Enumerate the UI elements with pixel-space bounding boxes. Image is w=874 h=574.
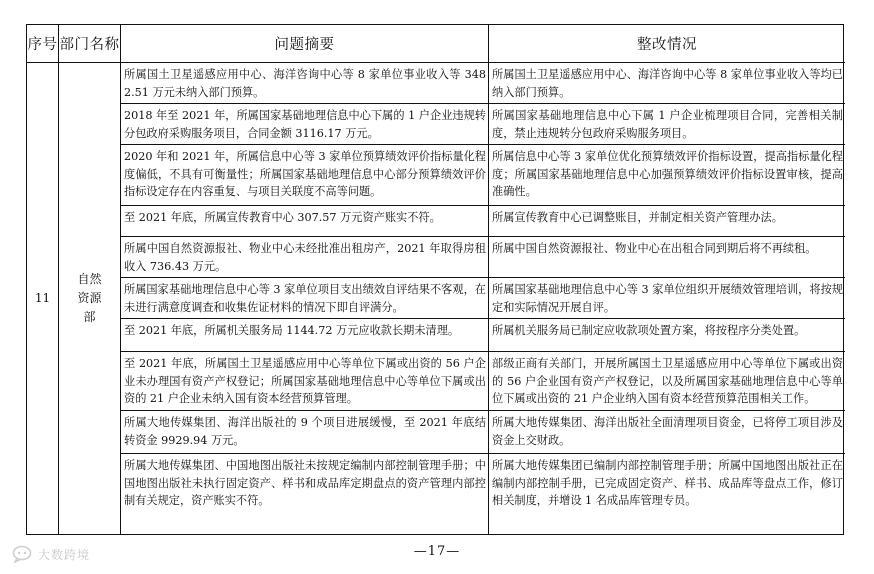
rectification-table xyxy=(26,24,844,535)
chat-bubble-logo-icon xyxy=(12,545,34,563)
header-seq: 序号 xyxy=(27,25,59,63)
issue-cell: 所属国土卫星遥感应用中心、海洋咨询中心等 8 家单位事业收入等 3482.51 万元未纳入部门预算。 xyxy=(121,63,489,104)
dept-name-line1: 自然 xyxy=(77,272,102,286)
issue-cell: 至 2021 年底，所属国土卫星遥感应用中心等单位下属或出资的 56 户企业未办理国有资产产权登记；所属国家基础地理信息中心等单位下属或出资的 21 户企业未纳入国有资本经营预算管理。 xyxy=(121,352,489,411)
issue-cell: 所属大地传媒集团、海洋出版社的 9 个项目进展缓慢，至 2021 年底结转资金 9929.94 万元。 xyxy=(121,411,489,454)
rectification-cell: 所属国家基础地理信息中心下属 1 户企业梳理项目合同，完善相关制度，禁止违规转分包政府采购服务项目。 xyxy=(489,104,845,145)
dept-name-line2: 资源部 xyxy=(77,291,102,324)
issue-cell: 至 2021 年底，所属机关服务局 1144.72 万元应收款长期未清理。 xyxy=(121,319,489,352)
watermark-text: 大数跨境 xyxy=(38,547,91,562)
issue-cell: 所属大地传媒集团、中国地图出版社未按规定编制内部控制管理手册；中国地图出版社未执行固定资产、样书和成品库定期盘点的资产管理内部控制有关规定，资产账实不符。 xyxy=(121,454,489,534)
rectification-cell: 所属大地传媒集团、海洋出版社全面清理项目资金，已将停工项目涉及资金上交财政。 xyxy=(489,411,845,454)
dept-name xyxy=(59,63,121,534)
rectification-cell: 所属国家基础地理信息中心等 3 家单位组织开展绩效管理培训，将按规定和实际情况开展自评。 xyxy=(489,278,845,319)
seq-number: 11 xyxy=(27,63,59,534)
header-rectification: 整改情况 xyxy=(489,25,845,63)
rectification-cell: 所属信息中心等 3 家单位优化预算绩效评价指标设置，提高指标量化程度；所属国家基础地理信息中心加强预算绩效评价指标设置审核，提高准确性。 xyxy=(489,145,845,206)
issue-cell: 2020 年和 2021 年，所属信息中心等 3 家单位预算绩效评价指标量化程度偏低，不具有可衡量性；所属国家基础地理信息中心部分预算绩效评价指标设定存在内容重复、与项目关联度不高等问题。 xyxy=(121,145,489,206)
page-number: —17— xyxy=(413,544,461,559)
rectification-cell: 所属机关服务局已制定应收款项处置方案，将按程序分类处置。 xyxy=(489,319,845,352)
issue-cell: 2018 年至 2021 年，所属国家基础地理信息中心下属的 1 户企业违规转分包政府采购服务项目，合同金额 3116.17 万元。 xyxy=(121,104,489,145)
rectification-cell: 所属中国自然资源报社、物业中心在出租合同到期后将不再续租。 xyxy=(489,237,845,278)
issue-cell: 所属国家基础地理信息中心等 3 家单位项目支出绩效自评结果不客观，在未进行满意度调查和收集佐证材料的情况下即自评满分。 xyxy=(121,278,489,319)
watermark xyxy=(12,545,90,563)
issue-cell: 所属中国自然资源报社、物业中心未经批准出租房产，2021 年取得房租收入 736.43 万元。 xyxy=(121,237,489,278)
rectification-cell: 所属大地传媒集团已编制内部控制管理手册；所属中国地图出版社正在编制内部控制手册，已完成固定资产、样书、成品库等盘点工作，修订相关制度，并增设 1 名成品库管理专员。 xyxy=(492,459,843,507)
header-issue: 问题摘要 xyxy=(121,25,489,63)
header-dept: 部门名称 xyxy=(59,25,121,63)
rectification-cell: 部级正商有关部门，开展所属国土卫星遥感应用中心等单位下属或出资的 56 户企业国有资产产权登记，以及所属国家基础地理信息中心等单位下属或出资的 21 户企业纳入国有资本经营预算范围相关工作。 xyxy=(489,352,845,411)
rectification-cell: 所属国土卫星遥感应用中心、海洋咨询中心等 8 家单位事业收入等均已纳入部门预算。 xyxy=(489,63,845,104)
issue-cell: 至 2021 年底，所属宣传教育中心 307.57 万元资产账实不符。 xyxy=(121,206,489,237)
rectification-cell: 所属宣传教育中心已调整账目，并制定相关资产管理办法。 xyxy=(489,206,845,237)
